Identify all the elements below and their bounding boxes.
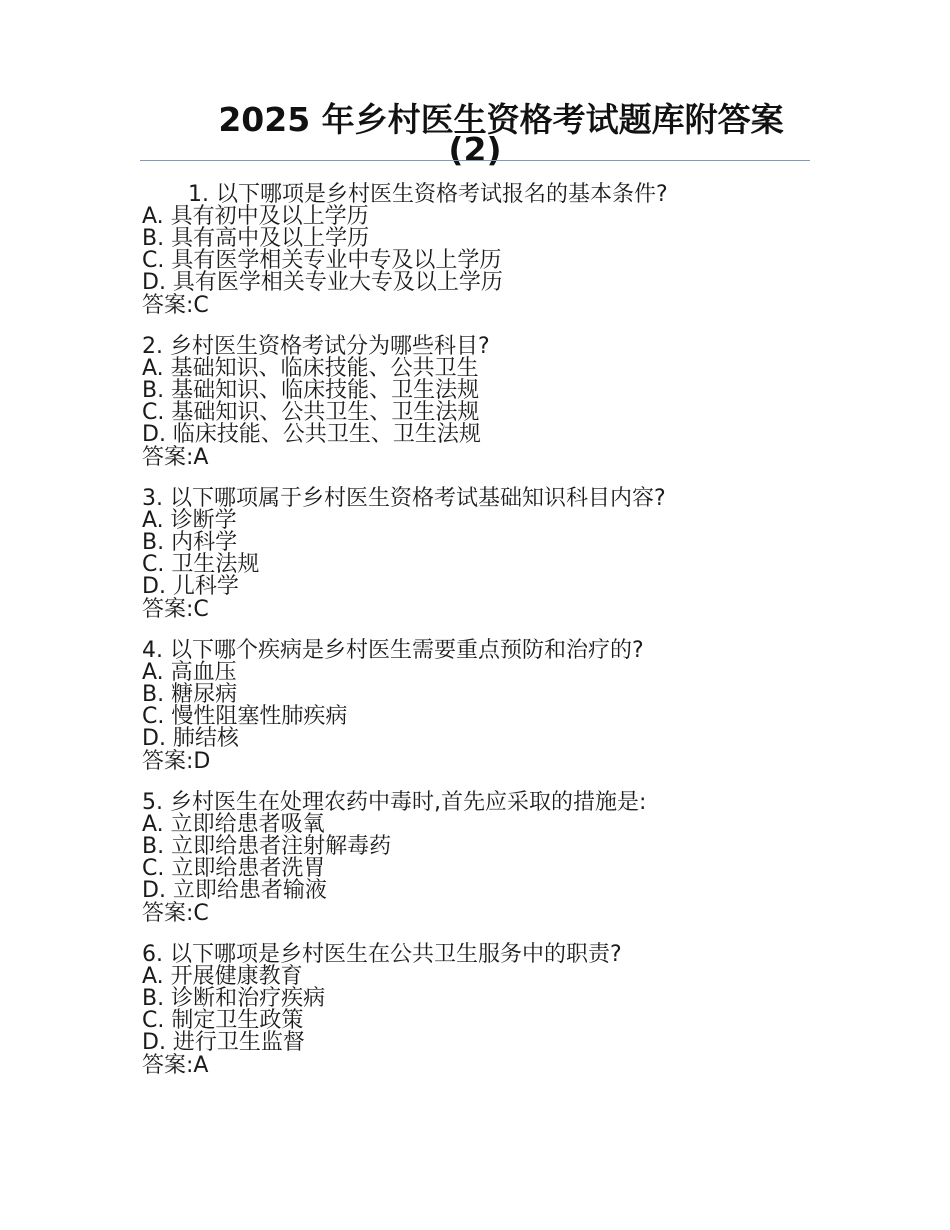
option-a: A. 高血压 [142, 660, 237, 685]
option-d: D. 肺结核 [142, 726, 239, 751]
option-c: C. 慢性阻塞性肺疾病 [142, 704, 348, 729]
answer-text: 答案:C [142, 597, 209, 622]
question-block-6 [142, 944, 822, 1077]
option-a: A. 基础知识、临床技能、公共卫生 [142, 356, 479, 381]
option-c: C. 基础知识、公共卫生、卫生法规 [142, 400, 480, 425]
question-text: 5. 乡村医生在处理农药中毒时,首先应采取的措施是: [142, 790, 647, 815]
option-c: C. 立即给患者洗胃 [142, 856, 326, 881]
question-text: 6. 以下哪项是乡村医生在公共卫生服务中的职责? [142, 942, 622, 967]
answer-text: 答案:A [142, 445, 209, 470]
option-d: D. 儿科学 [142, 574, 239, 599]
option-b: B. 立即给患者注射解毒药 [142, 834, 392, 859]
option-d: D. 具有医学相关专业大专及以上学历 [142, 270, 503, 295]
option-b: B. 基础知识、临床技能、卫生法规 [142, 378, 480, 403]
option-a: A. 开展健康教育 [142, 964, 303, 989]
answer-text: 答案:C [142, 901, 209, 926]
option-b: B. 糖尿病 [142, 682, 238, 707]
option-b: B. 内科学 [142, 530, 238, 555]
question-block-5 [142, 792, 822, 925]
option-d: D. 立即给患者输液 [142, 878, 327, 903]
answer-text: 答案:A [142, 1053, 209, 1078]
option-c: C. 具有医学相关专业中专及以上学历 [142, 248, 502, 273]
document-title [140, 100, 810, 169]
question-block-1 [142, 184, 822, 317]
option-c: C. 卫生法规 [142, 552, 260, 577]
document-title-line2: (2) [448, 130, 502, 169]
option-a: A. 诊断学 [142, 508, 237, 533]
question-block-4 [142, 640, 822, 773]
option-d: D. 临床技能、公共卫生、卫生法规 [142, 422, 481, 447]
question-text: 3. 以下哪项属于乡村医生资格考试基础知识科目内容? [142, 486, 666, 511]
question-text: 2. 乡村医生资格考试分为哪些科目? [142, 334, 490, 359]
question-block-3 [142, 488, 822, 621]
option-b: B. 诊断和治疗疾病 [142, 986, 326, 1011]
question-text: 4. 以下哪个疾病是乡村医生需要重点预防和治疗的? [142, 638, 644, 663]
option-a: A. 立即给患者吸氧 [142, 812, 325, 837]
document-title-line1: 2025 年乡村医生资格考试题库附答案 [218, 100, 784, 139]
option-c: C. 制定卫生政策 [142, 1008, 304, 1033]
option-a: A. 具有初中及以上学历 [142, 204, 369, 229]
option-d: D. 进行卫生监督 [142, 1030, 305, 1055]
question-text: 1. 以下哪项是乡村医生资格考试报名的基本条件? [188, 182, 668, 207]
title-divider [140, 160, 810, 161]
answer-text: 答案:D [142, 749, 211, 774]
answer-text: 答案:C [142, 293, 209, 318]
question-block-2 [142, 336, 822, 469]
option-b: B. 具有高中及以上学历 [142, 226, 370, 251]
